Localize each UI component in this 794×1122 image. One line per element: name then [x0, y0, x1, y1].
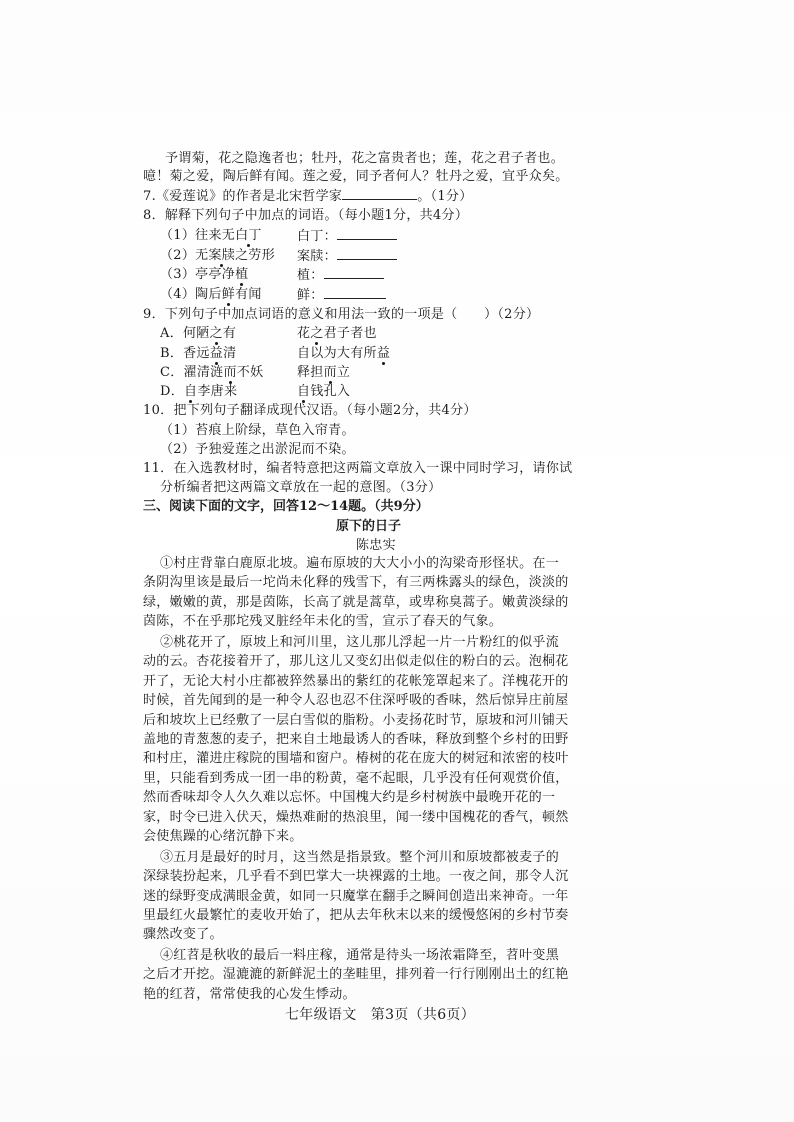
- option-text: 清: [223, 346, 237, 361]
- item-text: 有闻: [235, 287, 262, 302]
- q9-option-c[interactable]: [160, 364, 263, 382]
- question-7-points: 。（1分）: [417, 189, 473, 204]
- answer-blank[interactable]: [337, 247, 397, 260]
- q8-answer-3: [297, 266, 384, 285]
- dotted-word: 白丁: [235, 228, 262, 243]
- option-text: 李唐来: [197, 384, 238, 399]
- article-line: 之后才开挖。湿漉漉的新鲜泥土的垄畦里，排列着一行行刚刚出土的红艳: [143, 967, 569, 982]
- term-label: 白丁：: [297, 229, 337, 244]
- article-line: 骤然改变了。: [143, 927, 223, 942]
- article-line: 艳的红苕，常常使我的心发生悸动。: [143, 987, 356, 1002]
- option-text: 不妖: [236, 365, 264, 380]
- dotted-word: 自: [297, 384, 311, 399]
- q8-answer-4: [297, 286, 386, 305]
- question-10-stem: 10．把下列句子翻译成现代汉语。（每小题2分，共4分）: [143, 403, 477, 418]
- question-9-stem: 9．下列句子中加点词语的意义和用法一致的一项是（ ）（2分）: [143, 307, 540, 322]
- article-line: ③五月是最好的时月，这当然是指景致。整个河川和原坡都被麦子的: [160, 850, 560, 865]
- article-line: 开了，无论大村小庄都被猝然暴出的紫红的花帐笼罩起来了。洋槐花开的: [143, 674, 569, 689]
- q8-answer-1: [297, 227, 397, 246]
- intro-line-1: 予谓菊，花之隐逸者也；牡丹，花之富贵者也；莲，花之君子者也。: [165, 151, 565, 166]
- q9-option-b[interactable]: [160, 345, 236, 363]
- item-text: 往来无: [195, 228, 236, 243]
- article-line: 时候，首先闻到的是一种令人忍也忍不住深呼吸的香味，然后惊异庄前屋: [143, 693, 569, 708]
- q9-option-a[interactable]: [160, 325, 236, 343]
- item-number: （2）: [160, 248, 196, 263]
- intro-line-2: 噫！菊之爱，陶后鲜有闻。莲之爱，同予者何人？牡丹之爱，宜乎众矣。: [143, 169, 569, 184]
- term-label: 案牍：: [297, 249, 337, 264]
- option-text: 释担: [297, 365, 324, 380]
- q8-item-3: [160, 266, 248, 284]
- article-line: 家，时令已进入伏天，燥热难耐的热浪里，闻一缕中国槐花的香气，顿然: [143, 810, 569, 825]
- dotted-word: 而: [323, 365, 337, 380]
- option-text: 立: [336, 365, 351, 380]
- q10-item-2: （2）予独爱莲之出淤泥而不染。: [160, 442, 355, 457]
- q8-answer-2: [297, 247, 397, 266]
- option-text: D．: [160, 384, 185, 399]
- article-line: 迷的绿野变成满眼金黄，如同一只魔掌在翻手之瞬间创造出来神奇。一年: [143, 889, 569, 904]
- q9-option-c-pair: [297, 364, 350, 382]
- page-footer: 七年级语文 第3页（共6页）: [285, 1007, 476, 1023]
- article-line: 和村庄，灌进庄稼院的围墙和窗户。椿树的花在庞大的树冠和浓密的枝叶: [143, 751, 569, 766]
- item-text: 无: [195, 248, 209, 263]
- item-number: （1）: [160, 228, 196, 243]
- article-line: ②桃花开了，原坡上和河川里，这儿那儿浮起一片一片粉红的似乎流: [160, 635, 560, 650]
- article-line: 茵陈，不在乎那坨残叉脏经年未化的雪，宣示了春天的气象。: [143, 614, 503, 629]
- dotted-word: 而: [223, 365, 237, 380]
- q8-item-2: [160, 247, 275, 265]
- q8-item-1: [160, 227, 262, 245]
- article-line: ④红苕是秋收的最后一料庄稼，通常是待头一场浓霜降至，苕叶变黑: [160, 948, 560, 963]
- option-text: 君子者也: [323, 326, 377, 341]
- option-text: 有: [222, 326, 237, 341]
- option-text: C．濯清涟: [160, 365, 224, 380]
- option-text: 自以为大有所: [297, 346, 377, 361]
- article-title: 原下的日子: [336, 519, 402, 534]
- dotted-word: 案牍: [208, 248, 236, 263]
- item-text: 净: [221, 267, 236, 282]
- article-author: 陈忠实: [356, 538, 396, 553]
- question-7: [143, 187, 473, 206]
- article-line: ①村庄背靠白鹿原北坡。遍布原坡的大大小小的沟梁奇形怪状。在一: [160, 556, 560, 571]
- item-number: （3）: [160, 267, 196, 282]
- dotted-word: 益: [376, 346, 391, 361]
- q9-option-d[interactable]: [160, 383, 237, 401]
- article-line: 后和坡坎上已经敷了一层白雪似的脂粉。小麦扬花时节，原坡和河川铺天: [143, 713, 569, 728]
- q9-option-a-pair: [297, 325, 377, 343]
- answer-blank[interactable]: [342, 187, 417, 200]
- option-text: 花: [297, 326, 311, 341]
- dotted-word: 自: [184, 384, 198, 399]
- option-text: A．何陋: [160, 326, 210, 341]
- q9-option-b-pair: [297, 345, 390, 363]
- article-line: 动的云。杏花接着开了，那儿这儿又变幻出似走似住的粉白的云。泡桐花: [143, 654, 569, 669]
- term-label: 鲜：: [297, 288, 324, 303]
- article-line: 绿，嫩嫩的黄，那是茵陈，长高了就是蒿草，或卑称臭蒿子。嫩黄淡绿的: [143, 595, 569, 610]
- dotted-word: 益: [209, 346, 224, 361]
- term-label: 植：: [297, 268, 324, 283]
- item-text: 陶后: [195, 287, 222, 302]
- dotted-word: 植: [235, 267, 249, 282]
- article-line: 深绿装扮起来，几乎看不到巴掌大一块裸露的土地。一夜之间，那令人沉: [143, 869, 569, 884]
- answer-blank[interactable]: [324, 286, 386, 299]
- dotted-word: 鲜: [221, 287, 236, 302]
- article-line: 条阴沟里该是最后一坨尚未化释的残雪下，有三两株露头的绿色，淡淡的: [143, 575, 569, 590]
- question-7-text: 7.《爱莲说》的作者是北宋哲学家: [143, 189, 343, 204]
- answer-blank[interactable]: [337, 227, 397, 240]
- item-text: 亭亭: [195, 267, 222, 282]
- article-line: 里最红火最繁忙的麦收开始了，把从去年秋末以来的缓慢悠闲的乡村节奏: [143, 908, 569, 923]
- article-line: 里，只能看到秀成一团一串的粉黄，毫不起眼，几乎没有任何观赏价值，: [143, 771, 569, 786]
- q10-item-1: （1）苔痕上阶绿，草色入帘青。: [160, 423, 355, 438]
- q9-option-d-pair: [297, 383, 350, 401]
- section-3-heading: 三、阅读下面的文字，回答12～14题。（共9分）: [143, 499, 429, 514]
- answer-blank[interactable]: [324, 266, 384, 279]
- article-line: 会使焦躁的心绪沉静下来。: [143, 829, 303, 844]
- dotted-word: 之: [209, 326, 223, 341]
- article-line: 然而香味却令人久久难以忘怀。中国槐大约是乡村树族中最晚开花的一: [143, 790, 556, 805]
- question-11-line-1: 11．在入选教材时，编者特意把这两篇文章放入一课中同时学习，请你试: [143, 461, 573, 476]
- option-text: 钱孔入: [310, 384, 351, 399]
- q8-item-4: [160, 286, 262, 304]
- dotted-word: 之: [310, 326, 324, 341]
- item-number: （4）: [160, 287, 196, 302]
- option-text: B．香远: [160, 346, 210, 361]
- question-8-stem: 8．解释下列句子中加点的词语。（每小题1分，共4分）: [143, 208, 469, 223]
- article-line: 盖地的青葱葱的麦子，把来自土地最诱人的香味，释放到整个乡村的田野: [143, 732, 569, 747]
- question-11-line-2: 分析编者把这两篇文章放在一起的意图。（3分）: [160, 480, 442, 495]
- item-text: 之劳形: [235, 248, 275, 263]
